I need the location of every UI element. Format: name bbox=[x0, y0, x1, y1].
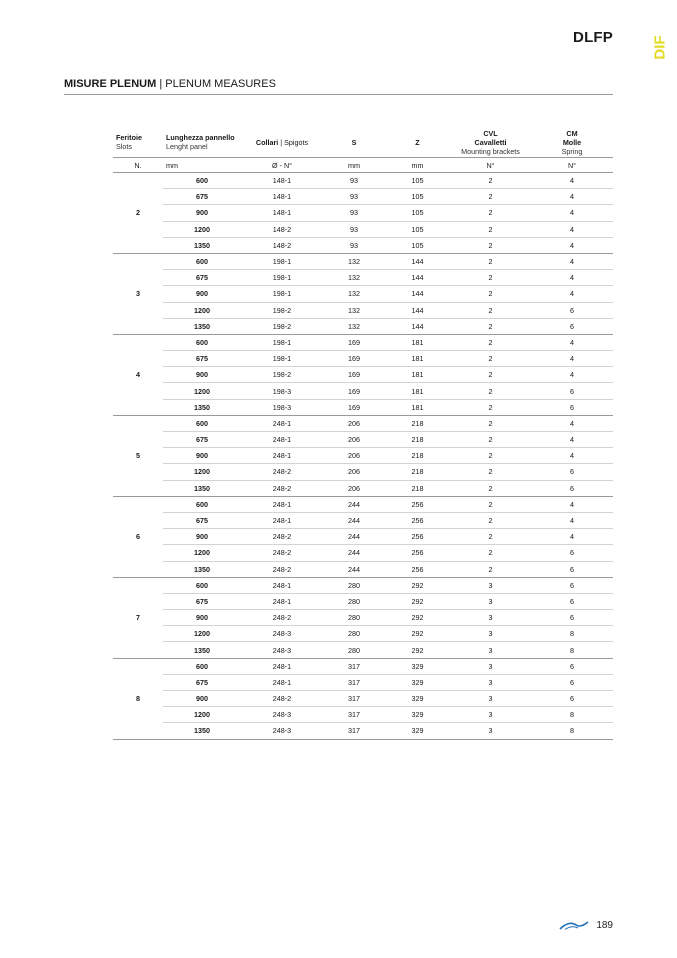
cvl-cell: 2 bbox=[450, 334, 531, 350]
table-row bbox=[113, 383, 613, 399]
length-cell: 1200 bbox=[163, 626, 241, 642]
s-cell: 169 bbox=[323, 383, 385, 399]
spigots-cell: 148-2 bbox=[241, 237, 323, 253]
cvl-cell: 2 bbox=[450, 399, 531, 415]
z-cell: 329 bbox=[385, 674, 450, 690]
cvl-cell: 2 bbox=[450, 480, 531, 496]
s-cell: 280 bbox=[323, 642, 385, 658]
z-cell: 292 bbox=[385, 593, 450, 609]
cvl-cell: 2 bbox=[450, 529, 531, 545]
s-cell: 169 bbox=[323, 367, 385, 383]
z-cell: 181 bbox=[385, 383, 450, 399]
spigots-cell: 248-2 bbox=[241, 464, 323, 480]
spigots-cell: 148-2 bbox=[241, 221, 323, 237]
section-title bbox=[64, 78, 613, 95]
cvl-cell: 2 bbox=[450, 367, 531, 383]
cm-cell: 4 bbox=[531, 270, 613, 286]
spigots-cell: 248-3 bbox=[241, 707, 323, 723]
s-cell: 244 bbox=[323, 496, 385, 512]
s-cell: 93 bbox=[323, 189, 385, 205]
spigots-cell: 198-3 bbox=[241, 383, 323, 399]
cm-cell: 8 bbox=[531, 723, 613, 739]
spigots-cell: 248-1 bbox=[241, 415, 323, 431]
spigots-cell: 248-3 bbox=[241, 642, 323, 658]
cvl-cell: 2 bbox=[450, 318, 531, 334]
cvl-cell: 2 bbox=[450, 351, 531, 367]
cm-cell: 4 bbox=[531, 286, 613, 302]
table-row bbox=[113, 610, 613, 626]
wave-logo-icon bbox=[559, 921, 589, 931]
length-cell: 600 bbox=[163, 658, 241, 674]
z-cell: 292 bbox=[385, 577, 450, 593]
spigots-cell: 198-2 bbox=[241, 302, 323, 318]
slots-cell: 5 bbox=[113, 415, 163, 496]
s-cell: 132 bbox=[323, 253, 385, 269]
spigots-cell: 248-1 bbox=[241, 577, 323, 593]
length-cell: 675 bbox=[163, 674, 241, 690]
cm-cell: 6 bbox=[531, 593, 613, 609]
col-header-slots: Feritoie Slots bbox=[113, 127, 163, 158]
cm-cell: 4 bbox=[531, 253, 613, 269]
length-cell: 1200 bbox=[163, 464, 241, 480]
unit-cell: mm bbox=[163, 158, 241, 173]
s-cell: 317 bbox=[323, 658, 385, 674]
s-cell: 317 bbox=[323, 674, 385, 690]
side-tab bbox=[651, 30, 669, 64]
unit-cell: mm bbox=[385, 158, 450, 173]
spigots-cell: 198-1 bbox=[241, 253, 323, 269]
z-cell: 292 bbox=[385, 610, 450, 626]
length-cell: 1350 bbox=[163, 480, 241, 496]
cvl-cell: 2 bbox=[450, 253, 531, 269]
spigots-cell: 248-2 bbox=[241, 545, 323, 561]
s-cell: 244 bbox=[323, 545, 385, 561]
slots-cell: 3 bbox=[113, 253, 163, 334]
spigots-cell: 248-1 bbox=[241, 593, 323, 609]
spigots-cell: 248-1 bbox=[241, 496, 323, 512]
cvl-cell: 2 bbox=[450, 302, 531, 318]
spigots-cell: 198-1 bbox=[241, 351, 323, 367]
length-cell: 675 bbox=[163, 189, 241, 205]
cm-cell: 6 bbox=[531, 480, 613, 496]
z-cell: 181 bbox=[385, 334, 450, 350]
cm-cell: 6 bbox=[531, 691, 613, 707]
cm-cell: 4 bbox=[531, 334, 613, 350]
spigots-cell: 148-1 bbox=[241, 189, 323, 205]
z-cell: 256 bbox=[385, 561, 450, 577]
cvl-cell: 2 bbox=[450, 512, 531, 528]
spigots-cell: 198-1 bbox=[241, 286, 323, 302]
col-header-cm: CM Molle Spring bbox=[531, 127, 613, 158]
length-cell: 675 bbox=[163, 432, 241, 448]
cm-cell: 4 bbox=[531, 529, 613, 545]
cm-cell: 4 bbox=[531, 432, 613, 448]
cvl-cell: 2 bbox=[450, 432, 531, 448]
table-row bbox=[113, 529, 613, 545]
table-row bbox=[113, 512, 613, 528]
table-row bbox=[113, 626, 613, 642]
length-cell: 1350 bbox=[163, 237, 241, 253]
section-title-regular: PLENUM MEASURES bbox=[165, 78, 276, 90]
length-cell: 1200 bbox=[163, 545, 241, 561]
table-row bbox=[113, 561, 613, 577]
s-cell: 317 bbox=[323, 723, 385, 739]
z-cell: 256 bbox=[385, 529, 450, 545]
table-row bbox=[113, 302, 613, 318]
plenum-measures-table bbox=[113, 127, 613, 740]
length-cell: 600 bbox=[163, 496, 241, 512]
cvl-cell: 2 bbox=[450, 237, 531, 253]
z-cell: 329 bbox=[385, 691, 450, 707]
spigots-cell: 198-2 bbox=[241, 367, 323, 383]
spigots-cell: 248-1 bbox=[241, 512, 323, 528]
z-cell: 105 bbox=[385, 205, 450, 221]
cvl-cell: 2 bbox=[450, 448, 531, 464]
cm-cell: 6 bbox=[531, 658, 613, 674]
cm-cell: 4 bbox=[531, 415, 613, 431]
page-number: 189 bbox=[596, 920, 613, 931]
z-cell: 218 bbox=[385, 432, 450, 448]
s-cell: 280 bbox=[323, 577, 385, 593]
z-cell: 256 bbox=[385, 512, 450, 528]
unit-cell: N° bbox=[450, 158, 531, 173]
length-cell: 900 bbox=[163, 448, 241, 464]
z-cell: 329 bbox=[385, 707, 450, 723]
length-cell: 900 bbox=[163, 367, 241, 383]
table-row bbox=[113, 415, 613, 431]
cm-cell: 4 bbox=[531, 173, 613, 189]
s-cell: 93 bbox=[323, 173, 385, 189]
cvl-cell: 2 bbox=[450, 545, 531, 561]
table-row bbox=[113, 318, 613, 334]
unit-cell: N° bbox=[531, 158, 613, 173]
unit-cell: Ø - N° bbox=[241, 158, 323, 173]
s-cell: 280 bbox=[323, 610, 385, 626]
spigots-cell: 248-2 bbox=[241, 529, 323, 545]
table-row bbox=[113, 464, 613, 480]
cm-cell: 8 bbox=[531, 642, 613, 658]
cvl-cell: 3 bbox=[450, 674, 531, 690]
cm-cell: 4 bbox=[531, 351, 613, 367]
z-cell: 144 bbox=[385, 270, 450, 286]
table-row bbox=[113, 286, 613, 302]
s-cell: 280 bbox=[323, 593, 385, 609]
s-cell: 206 bbox=[323, 464, 385, 480]
length-cell: 600 bbox=[163, 253, 241, 269]
length-cell: 900 bbox=[163, 286, 241, 302]
length-cell: 900 bbox=[163, 691, 241, 707]
s-cell: 132 bbox=[323, 318, 385, 334]
z-cell: 218 bbox=[385, 480, 450, 496]
z-cell: 144 bbox=[385, 302, 450, 318]
table-row bbox=[113, 723, 613, 739]
page-footer bbox=[559, 920, 613, 931]
s-cell: 93 bbox=[323, 221, 385, 237]
length-cell: 1350 bbox=[163, 642, 241, 658]
cm-cell: 4 bbox=[531, 205, 613, 221]
table-row bbox=[113, 658, 613, 674]
table-row bbox=[113, 221, 613, 237]
table-row bbox=[113, 173, 613, 189]
cvl-cell: 3 bbox=[450, 626, 531, 642]
length-cell: 1350 bbox=[163, 561, 241, 577]
length-cell: 600 bbox=[163, 334, 241, 350]
cm-cell: 8 bbox=[531, 707, 613, 723]
cm-cell: 4 bbox=[531, 221, 613, 237]
cvl-cell: 3 bbox=[450, 610, 531, 626]
z-cell: 218 bbox=[385, 415, 450, 431]
s-cell: 206 bbox=[323, 432, 385, 448]
cvl-cell: 3 bbox=[450, 707, 531, 723]
length-cell: 1200 bbox=[163, 221, 241, 237]
product-code: DLFP bbox=[573, 29, 613, 46]
z-cell: 105 bbox=[385, 237, 450, 253]
spigots-cell: 248-2 bbox=[241, 480, 323, 496]
cvl-cell: 3 bbox=[450, 658, 531, 674]
s-cell: 132 bbox=[323, 286, 385, 302]
cm-cell: 6 bbox=[531, 383, 613, 399]
cvl-cell: 3 bbox=[450, 642, 531, 658]
table-row bbox=[113, 351, 613, 367]
cm-cell: 8 bbox=[531, 626, 613, 642]
cm-cell: 6 bbox=[531, 577, 613, 593]
cvl-cell: 2 bbox=[450, 205, 531, 221]
table-row bbox=[113, 674, 613, 690]
cvl-cell: 2 bbox=[450, 189, 531, 205]
cm-cell: 6 bbox=[531, 610, 613, 626]
table-body bbox=[113, 173, 613, 740]
length-cell: 1350 bbox=[163, 399, 241, 415]
cvl-cell: 2 bbox=[450, 286, 531, 302]
slots-cell: 7 bbox=[113, 577, 163, 658]
spigots-cell: 198-1 bbox=[241, 270, 323, 286]
length-cell: 675 bbox=[163, 593, 241, 609]
col-header-spigots: Collari | Spigots bbox=[241, 127, 323, 158]
z-cell: 144 bbox=[385, 253, 450, 269]
cm-cell: 6 bbox=[531, 545, 613, 561]
col-header-s: S bbox=[323, 127, 385, 158]
table-row bbox=[113, 270, 613, 286]
length-cell: 900 bbox=[163, 529, 241, 545]
length-cell: 600 bbox=[163, 173, 241, 189]
z-cell: 329 bbox=[385, 658, 450, 674]
table-row bbox=[113, 480, 613, 496]
s-cell: 169 bbox=[323, 399, 385, 415]
z-cell: 181 bbox=[385, 399, 450, 415]
table-row bbox=[113, 399, 613, 415]
spigots-cell: 248-2 bbox=[241, 610, 323, 626]
cvl-cell: 2 bbox=[450, 383, 531, 399]
s-cell: 93 bbox=[323, 237, 385, 253]
length-cell: 675 bbox=[163, 270, 241, 286]
cvl-cell: 3 bbox=[450, 593, 531, 609]
s-cell: 244 bbox=[323, 561, 385, 577]
cvl-cell: 2 bbox=[450, 270, 531, 286]
s-cell: 317 bbox=[323, 707, 385, 723]
s-cell: 244 bbox=[323, 529, 385, 545]
slots-cell: 8 bbox=[113, 658, 163, 739]
cm-cell: 4 bbox=[531, 448, 613, 464]
unit-cell: mm bbox=[323, 158, 385, 173]
z-cell: 144 bbox=[385, 286, 450, 302]
cvl-cell: 3 bbox=[450, 723, 531, 739]
cvl-cell: 2 bbox=[450, 464, 531, 480]
table-row bbox=[113, 691, 613, 707]
section-title-separator: | bbox=[156, 78, 166, 90]
spigots-cell: 248-2 bbox=[241, 561, 323, 577]
cvl-cell: 2 bbox=[450, 496, 531, 512]
z-cell: 256 bbox=[385, 545, 450, 561]
cvl-cell: 3 bbox=[450, 691, 531, 707]
cm-cell: 6 bbox=[531, 464, 613, 480]
table-row bbox=[113, 432, 613, 448]
spigots-cell: 248-3 bbox=[241, 626, 323, 642]
cm-cell: 6 bbox=[531, 561, 613, 577]
table-row bbox=[113, 545, 613, 561]
table-row bbox=[113, 189, 613, 205]
cvl-cell: 2 bbox=[450, 173, 531, 189]
spigots-cell: 198-2 bbox=[241, 318, 323, 334]
length-cell: 1200 bbox=[163, 383, 241, 399]
s-cell: 280 bbox=[323, 626, 385, 642]
s-cell: 317 bbox=[323, 691, 385, 707]
z-cell: 292 bbox=[385, 642, 450, 658]
col-header-cvl: CVL Cavalletti Mounting brackets bbox=[450, 127, 531, 158]
length-cell: 600 bbox=[163, 415, 241, 431]
table-row bbox=[113, 205, 613, 221]
z-cell: 329 bbox=[385, 723, 450, 739]
spigots-cell: 198-1 bbox=[241, 334, 323, 350]
length-cell: 1200 bbox=[163, 707, 241, 723]
z-cell: 218 bbox=[385, 448, 450, 464]
spigots-cell: 248-1 bbox=[241, 658, 323, 674]
cm-cell: 4 bbox=[531, 189, 613, 205]
length-cell: 675 bbox=[163, 512, 241, 528]
cvl-cell: 2 bbox=[450, 221, 531, 237]
spigots-cell: 248-1 bbox=[241, 432, 323, 448]
table-row bbox=[113, 593, 613, 609]
spigots-cell: 248-2 bbox=[241, 691, 323, 707]
table-row bbox=[113, 496, 613, 512]
s-cell: 93 bbox=[323, 205, 385, 221]
s-cell: 244 bbox=[323, 512, 385, 528]
length-cell: 900 bbox=[163, 205, 241, 221]
cm-cell: 6 bbox=[531, 302, 613, 318]
s-cell: 169 bbox=[323, 334, 385, 350]
s-cell: 206 bbox=[323, 480, 385, 496]
table-row bbox=[113, 334, 613, 350]
z-cell: 292 bbox=[385, 626, 450, 642]
slots-cell: 6 bbox=[113, 496, 163, 577]
z-cell: 256 bbox=[385, 496, 450, 512]
table-row bbox=[113, 448, 613, 464]
table-row bbox=[113, 707, 613, 723]
col-header-length: Lunghezza pannello Lenght panel bbox=[163, 127, 241, 158]
s-cell: 206 bbox=[323, 415, 385, 431]
spigots-cell: 148-1 bbox=[241, 205, 323, 221]
header-row bbox=[113, 127, 613, 158]
cvl-cell: 2 bbox=[450, 415, 531, 431]
table-row bbox=[113, 367, 613, 383]
z-cell: 181 bbox=[385, 351, 450, 367]
cm-cell: 4 bbox=[531, 237, 613, 253]
slots-cell: 4 bbox=[113, 334, 163, 415]
cm-cell: 4 bbox=[531, 496, 613, 512]
length-cell: 600 bbox=[163, 577, 241, 593]
units-row bbox=[113, 158, 613, 173]
length-cell: 1200 bbox=[163, 302, 241, 318]
table-row bbox=[113, 642, 613, 658]
spigots-cell: 248-3 bbox=[241, 723, 323, 739]
z-cell: 105 bbox=[385, 221, 450, 237]
cm-cell: 4 bbox=[531, 367, 613, 383]
length-cell: 1350 bbox=[163, 318, 241, 334]
length-cell: 1350 bbox=[163, 723, 241, 739]
spigots-cell: 198-3 bbox=[241, 399, 323, 415]
cvl-cell: 2 bbox=[450, 561, 531, 577]
unit-cell: N. bbox=[113, 158, 163, 173]
z-cell: 105 bbox=[385, 173, 450, 189]
s-cell: 132 bbox=[323, 270, 385, 286]
cm-cell: 6 bbox=[531, 399, 613, 415]
cm-cell: 6 bbox=[531, 674, 613, 690]
side-tab-label: DIF bbox=[651, 34, 669, 60]
col-header-z: Z bbox=[385, 127, 450, 158]
length-cell: 675 bbox=[163, 351, 241, 367]
z-cell: 144 bbox=[385, 318, 450, 334]
z-cell: 181 bbox=[385, 367, 450, 383]
spigots-cell: 248-1 bbox=[241, 674, 323, 690]
cm-cell: 4 bbox=[531, 512, 613, 528]
section-title-bold: MISURE PLENUM bbox=[64, 78, 157, 90]
spigots-cell: 148-1 bbox=[241, 173, 323, 189]
cm-cell: 6 bbox=[531, 318, 613, 334]
s-cell: 169 bbox=[323, 351, 385, 367]
s-cell: 132 bbox=[323, 302, 385, 318]
table-row bbox=[113, 577, 613, 593]
table-row bbox=[113, 253, 613, 269]
table-row bbox=[113, 237, 613, 253]
z-cell: 105 bbox=[385, 189, 450, 205]
spigots-cell: 248-1 bbox=[241, 448, 323, 464]
slots-cell: 2 bbox=[113, 173, 163, 254]
z-cell: 218 bbox=[385, 464, 450, 480]
cvl-cell: 3 bbox=[450, 577, 531, 593]
length-cell: 900 bbox=[163, 610, 241, 626]
s-cell: 206 bbox=[323, 448, 385, 464]
